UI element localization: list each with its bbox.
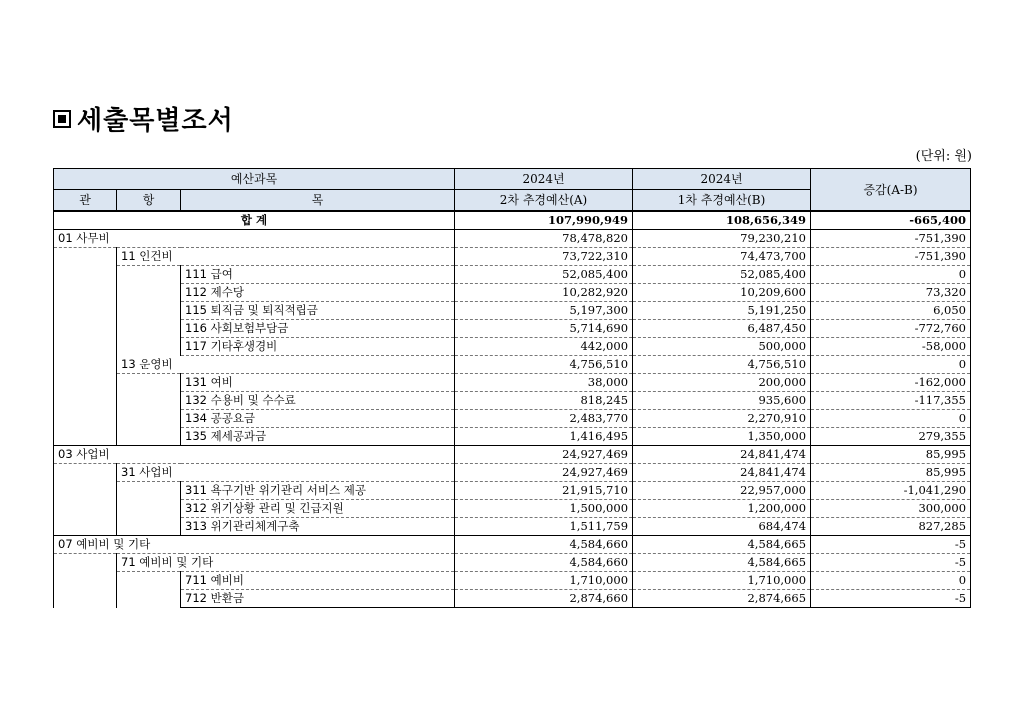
value-a: 2,874,660 [455,590,633,608]
value-b: 2,270,910 [633,410,811,428]
header-budget-subject: 예산과목 [54,169,455,190]
value-a: 78,478,820 [455,230,633,248]
header-col-a-label: 2차 추경예산(A) [455,190,633,212]
value-a: 818,245 [455,392,633,410]
blank-cell [117,500,181,518]
value-a: 1,416,495 [455,428,633,446]
hang-label: 71 예비비 및 기타 [117,554,455,572]
total-label: 합 계 [54,211,455,230]
header-col-kwan: 관 [54,190,117,212]
blank-cell [54,410,117,428]
table-row [54,248,971,266]
table-row [54,590,971,608]
value-b: 4,584,665 [633,554,811,572]
blank-cell [54,266,117,284]
table-row [54,464,971,482]
value-b: 4,584,665 [633,536,811,554]
table-row [54,482,971,500]
value-diff: -58,000 [811,338,971,356]
value-diff: -5 [811,590,971,608]
value-diff: -5 [811,536,971,554]
value-a: 38,000 [455,374,633,392]
value-a: 2,483,770 [455,410,633,428]
table-row [54,266,971,284]
value-b: 10,209,600 [633,284,811,302]
hang-label: 11 인건비 [117,248,455,266]
value-diff: 300,000 [811,500,971,518]
value-a: 73,722,310 [455,248,633,266]
value-b: 4,756,510 [633,356,811,374]
blank-cell [117,410,181,428]
expenditure-table [53,168,971,608]
page-title-text: 세출목별조서 [77,106,234,136]
unit-label: (단위: 원) [915,149,972,164]
value-b: 79,230,210 [633,230,811,248]
value-diff: -751,390 [811,230,971,248]
blank-cell [117,428,181,446]
table-row [54,554,971,572]
blank-cell [54,554,117,572]
value-b: 24,841,474 [633,446,811,464]
table-row [54,320,971,338]
table-row [54,284,971,302]
value-diff: -5 [811,554,971,572]
header-col-mok: 목 [181,190,455,212]
blank-cell [117,518,181,536]
blank-cell [117,590,181,608]
mok-label: 115 퇴직금 및 퇴직적립금 [181,302,455,320]
mok-label: 135 제세공과금 [181,428,455,446]
blank-cell [54,428,117,446]
value-a: 5,197,300 [455,302,633,320]
kwan-label: 07 예비비 및 기타 [54,536,455,554]
hang-label: 31 사업비 [117,464,455,482]
blank-cell [54,248,117,266]
table-row [54,536,971,554]
value-diff: -1,041,290 [811,482,971,500]
value-diff: -772,760 [811,320,971,338]
table-row [54,230,971,248]
blank-cell [54,572,117,590]
value-b: 24,841,474 [633,464,811,482]
value-a: 4,756,510 [455,356,633,374]
mok-label: 134 공공요금 [181,410,455,428]
value-a: 4,584,660 [455,536,633,554]
mok-label: 131 여비 [181,374,455,392]
value-b: 935,600 [633,392,811,410]
value-a: 1,710,000 [455,572,633,590]
blank-cell [54,482,117,500]
value-b: 22,957,000 [633,482,811,500]
blank-cell [117,302,181,320]
mok-label: 313 위기관리체계구축 [181,518,455,536]
blank-cell [54,500,117,518]
blank-cell [117,572,181,590]
value-a: 52,085,400 [455,266,633,284]
blank-cell [54,338,117,356]
total-diff: -665,400 [811,211,971,230]
blank-cell [54,356,117,374]
blank-cell [54,590,117,608]
mok-label: 712 반환금 [181,590,455,608]
value-diff: 73,320 [811,284,971,302]
mok-label: 132 수용비 및 수수료 [181,392,455,410]
blank-cell [117,374,181,392]
page-title [53,100,234,137]
blank-cell [54,374,117,392]
blank-cell [54,518,117,536]
header-col-hang: 항 [117,190,181,212]
value-diff: 85,995 [811,446,971,464]
mok-label: 311 욕구기반 위기관리 서비스 제공 [181,482,455,500]
value-a: 5,714,690 [455,320,633,338]
blank-cell [117,392,181,410]
total-row [54,211,971,230]
table-body [54,211,971,608]
value-a: 1,511,759 [455,518,633,536]
blank-cell [54,464,117,482]
value-a: 24,927,469 [455,464,633,482]
table-row [54,338,971,356]
value-b: 1,200,000 [633,500,811,518]
value-diff: 279,355 [811,428,971,446]
blank-cell [54,392,117,410]
header-col-diff: 증감(A-B) [811,169,971,212]
table-row [54,410,971,428]
value-a: 24,927,469 [455,446,633,464]
table-row [54,428,971,446]
blank-cell [117,320,181,338]
total-b: 108,656,349 [633,211,811,230]
value-diff: 0 [811,410,971,428]
table-row [54,374,971,392]
mok-label: 711 예비비 [181,572,455,590]
value-diff: 0 [811,266,971,284]
mok-label: 111 급여 [181,266,455,284]
value-diff: 6,050 [811,302,971,320]
value-b: 52,085,400 [633,266,811,284]
blank-cell [54,302,117,320]
table-row [54,392,971,410]
value-a: 4,584,660 [455,554,633,572]
value-diff: 827,285 [811,518,971,536]
blank-cell [117,266,181,284]
mok-label: 117 기타후생경비 [181,338,455,356]
blank-cell [54,284,117,302]
table-row [54,500,971,518]
blank-cell [117,284,181,302]
value-diff: -117,355 [811,392,971,410]
value-diff: 0 [811,356,971,374]
value-diff: 0 [811,572,971,590]
table-row [54,572,971,590]
blank-cell [117,338,181,356]
value-b: 1,710,000 [633,572,811,590]
value-diff: -751,390 [811,248,971,266]
value-b: 684,474 [633,518,811,536]
kwan-label: 03 사업비 [54,446,455,464]
header-col-b-label: 1차 추경예산(B) [633,190,811,212]
value-b: 500,000 [633,338,811,356]
value-b: 1,350,000 [633,428,811,446]
header-col-a-year: 2024년 [455,169,633,190]
mok-label: 312 위기상황 관리 및 긴급지원 [181,500,455,518]
value-a: 1,500,000 [455,500,633,518]
value-b: 74,473,700 [633,248,811,266]
blank-cell [117,482,181,500]
hang-label: 13 운영비 [117,356,455,374]
value-a: 442,000 [455,338,633,356]
value-diff: 85,995 [811,464,971,482]
value-b: 5,191,250 [633,302,811,320]
table-header [54,169,971,212]
mok-label: 116 사회보험부담금 [181,320,455,338]
header-col-b-year: 2024년 [633,169,811,190]
mok-label: 112 제수당 [181,284,455,302]
table-row [54,302,971,320]
blank-cell [54,320,117,338]
table-row [54,518,971,536]
total-a: 107,990,949 [455,211,633,230]
value-b: 6,487,450 [633,320,811,338]
value-diff: -162,000 [811,374,971,392]
kwan-label: 01 사무비 [54,230,455,248]
value-b: 200,000 [633,374,811,392]
square-bullet-icon [53,110,71,128]
table-row [54,356,971,374]
value-a: 10,282,920 [455,284,633,302]
table-row [54,446,971,464]
value-a: 21,915,710 [455,482,633,500]
value-b: 2,874,665 [633,590,811,608]
